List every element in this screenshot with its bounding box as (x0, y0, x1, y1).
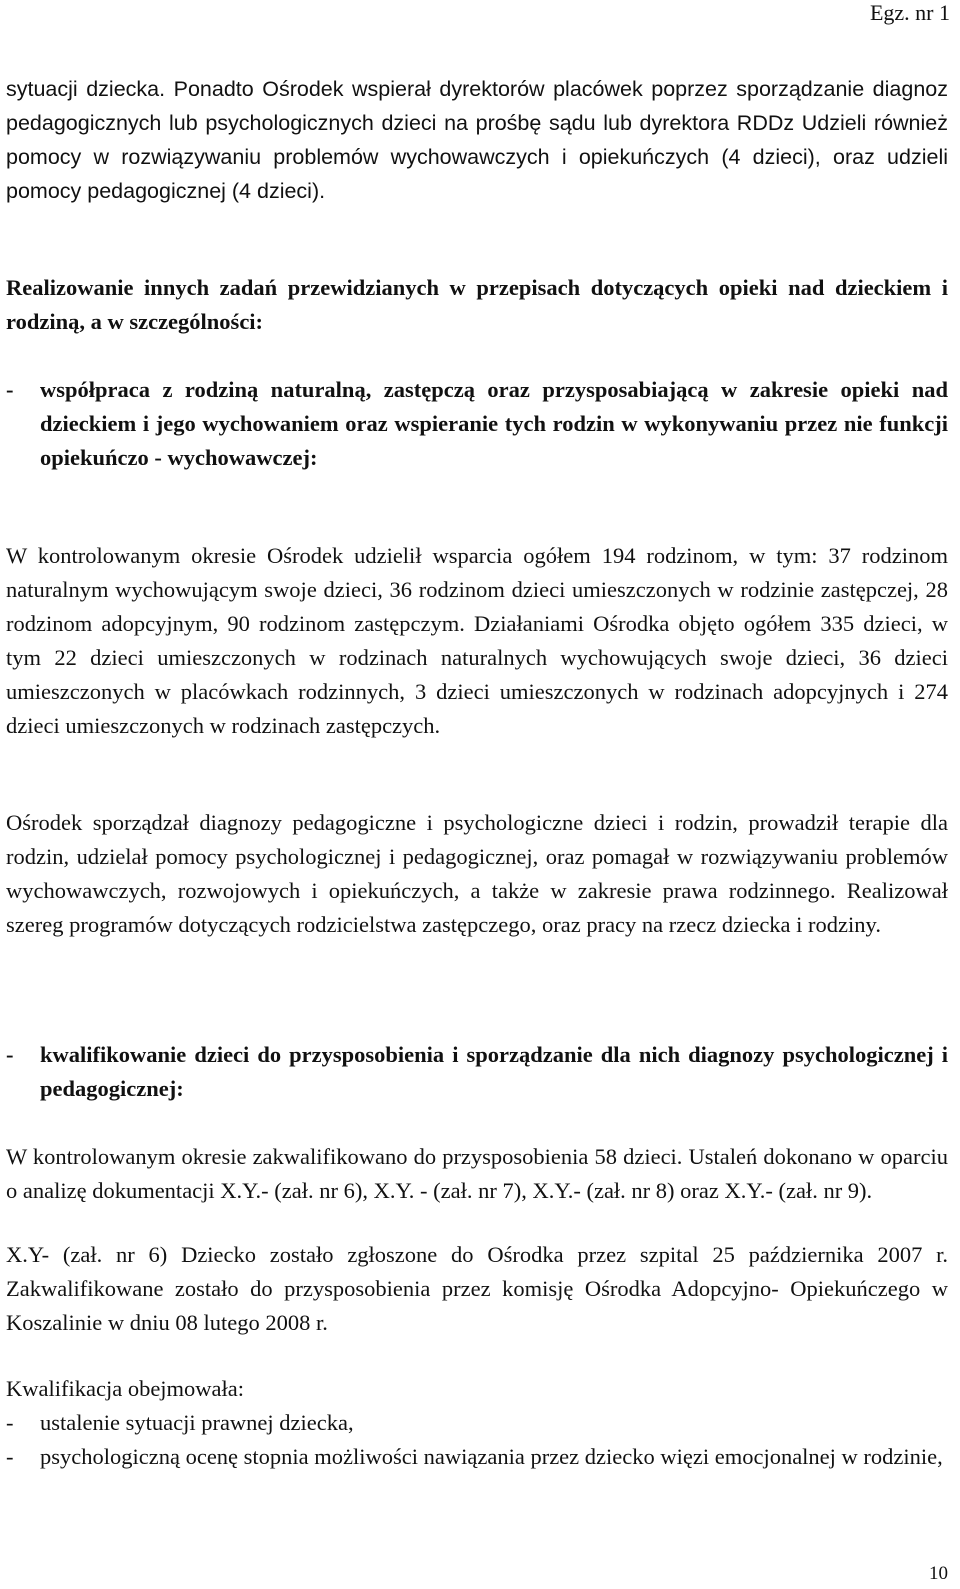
qualification-item-text: psychologiczną ocenę stopnia możliwości nawiązania przez dziecko więzi emocjonalnej w rodzinie, (40, 1444, 943, 1469)
section-heading: Realizowanie innych zadań przewidzianych w przepisach dotyczących opieki nad dzieckiem i rodziną, a w szczególności: (6, 275, 948, 334)
subheading-qualification (6, 1038, 948, 1106)
list-dash: - (6, 1410, 14, 1435)
copy-number-label: Egz. nr 1 (869, 0, 950, 25)
intro-paragraph: sytuacji dziecka. Ponadto Ośrodek wspierał dyrektorów placówek poprzez sporządzanie diagnoz pedagogicznych lub psychologicznych dzieci na prośbę sądu lub dyrektora RDDz Udzieli również pomocy w rozwiązywaniu problemów wychowawczych i opiekuńczych (4 dzieci), oraz udzieli pomocy pedagogicznej (4 dzieci). (6, 77, 948, 203)
paragraph-qualified: W kontrolowanym okresie zakwalifikowano do przysposobienia 58 dzieci. Ustaleń dokonano w oparciu o analizę dokumentacji X.Y.- (zał. nr 6), X.Y. - (zał. nr 7), X.Y.- (zał. nr 8) oraz X.Y.- (zał. nr 9). (6, 1144, 948, 1203)
qualification-item-text: ustalenie sytuacji prawnej dziecka, (40, 1410, 354, 1435)
paragraph-diagnoses: Ośrodek sporządzał diagnozy pedagogiczne i psychologiczne dzieci i rodzin, prowadził terapie dla rodzin, udzielał pomocy psychologicznej i pedagogicznej, oraz pomagał w rozwiązywaniu problemów wychowawczych, rozwojowych i opiekuńczych, a także w zakresie prawa rodzinnego. Realizował szereg programów dotyczących rodzicielstwa zastępczego, oraz pracy na rzecz dziecka i rodziny. (6, 810, 948, 937)
list-dash: - (6, 1444, 14, 1469)
subheading-cooperation (6, 373, 948, 475)
list-dash: - (6, 377, 14, 402)
subheading-text: kwalifikowanie dzieci do przysposobienia i sporządzanie dla nich diagnozy psychologicznej i pedagogicznej: (40, 1042, 948, 1101)
paragraph-support: W kontrolowanym okresie Ośrodek udzielił wsparcia ogółem 194 rodzinom, w tym: 37 rodzinom naturalnym wychowującym swoje dzieci, 36 rodzinom dzieci umieszczonych w rodzinie zastępczej, 28 rodzinom adopcyjnym, 90 rodzinom zastępczym. Działaniami Ośrodka objęto ogółem 335 dzieci, w tym 22 dzieci umieszczonych w rodzinach naturalnych wychowujących swoje dzieci, 36 dzieci umieszczonych w placówkach rodzinnych, 3 dzieci umieszczonych w rodzinach adopcyjnych i 274 dzieci umieszczonych w rodzinach zastępczych. (6, 543, 948, 738)
qualification-item (6, 1440, 948, 1474)
paragraph-case: X.Y- (zał. nr 6) Dziecko zostało zgłoszone do Ośrodka przez szpital 25 października 2007 r. Zakwalifikowane zostało do przysposobienia przez komisję Ośrodka Adopcyjno- Opiekuńczego w Koszalinie w dniu 08 lutego 2008 r. (6, 1242, 948, 1335)
list-dash: - (6, 1042, 14, 1067)
subheading-text: współpraca z rodziną naturalną, zastępczą oraz przysposabiającą w zakresie opieki nad dzieckiem i jego wychowaniem oraz wspieranie tych rodzin w wykonywaniu przez nie funkcji opiekuńczo - wychowawczej: (40, 377, 948, 470)
qualification-item (6, 1406, 948, 1440)
page-number: 10 (929, 1563, 948, 1584)
qualification-intro: Kwalifikacja obejmowała: (6, 1376, 245, 1401)
